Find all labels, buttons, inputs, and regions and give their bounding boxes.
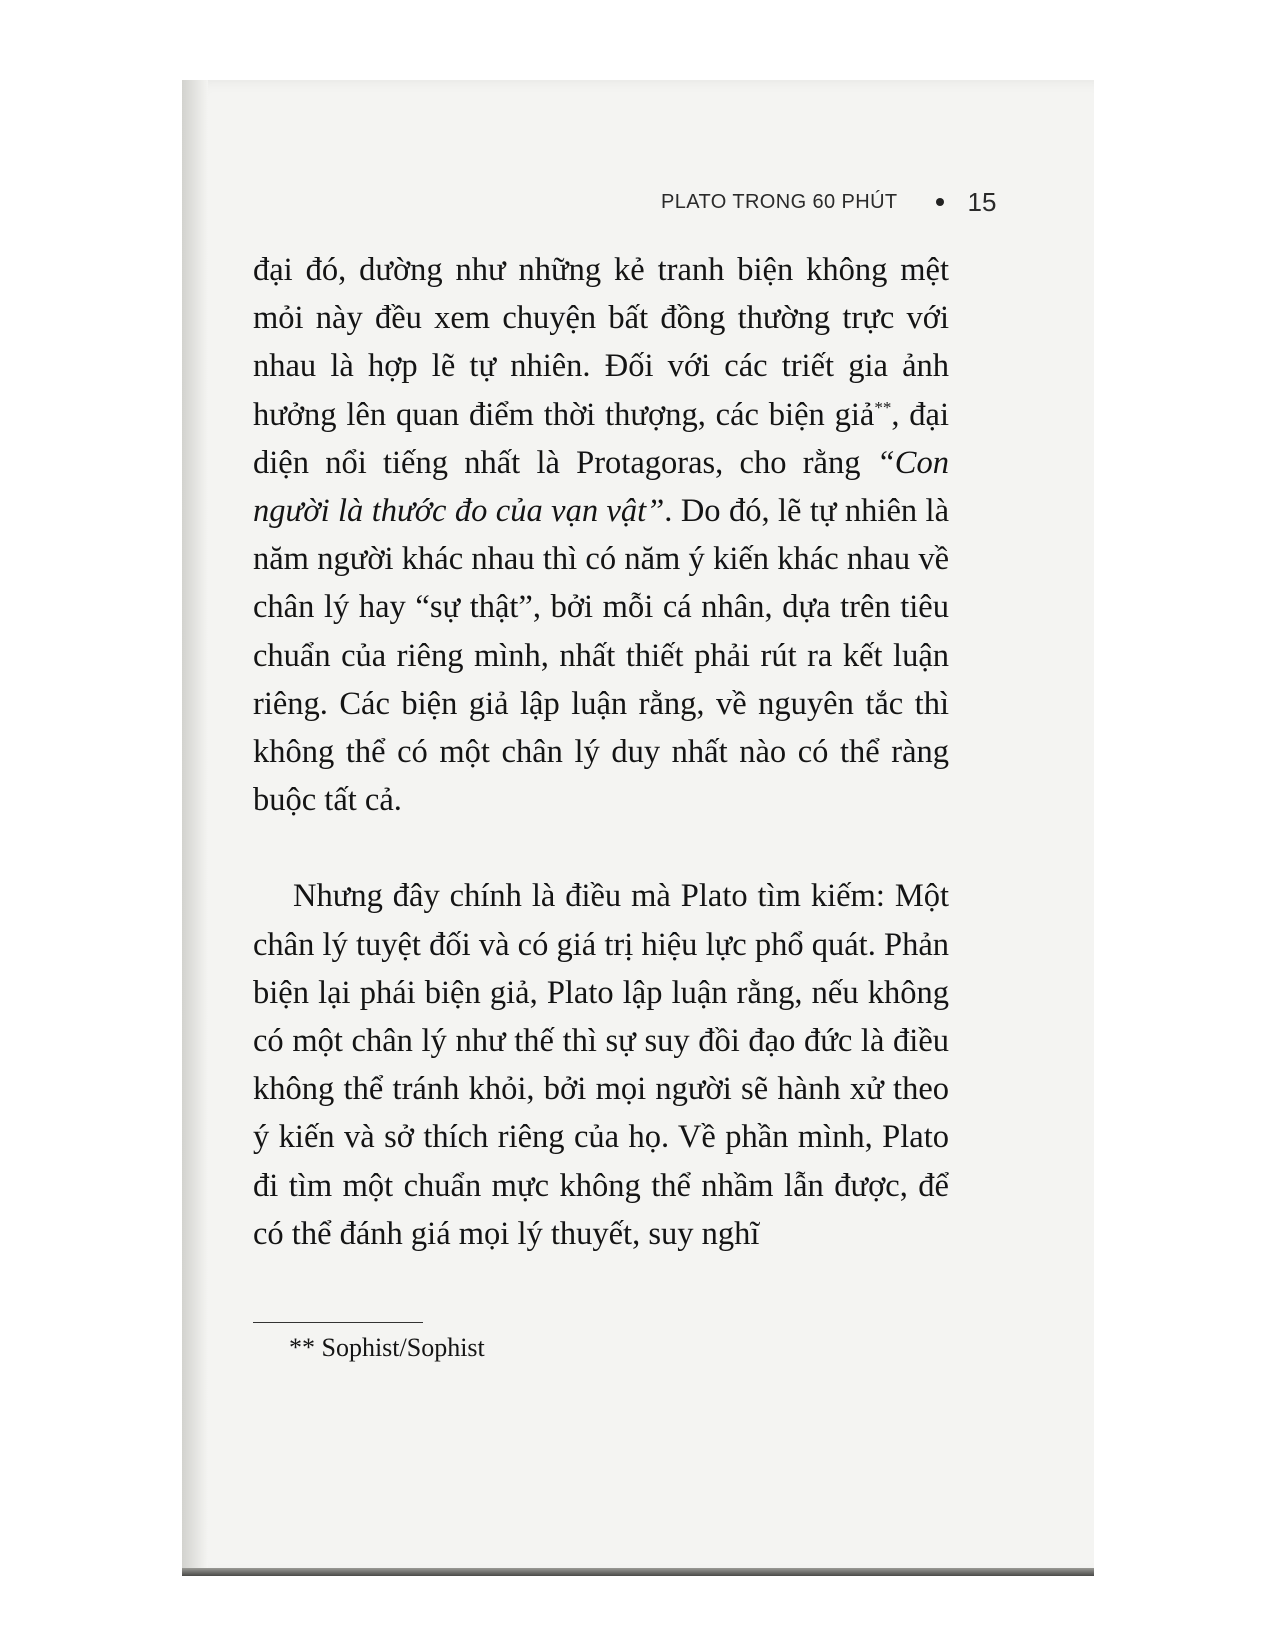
- paragraph-1: [253, 246, 949, 824]
- page-number: 15: [967, 186, 997, 217]
- footnote-reference-mark: **: [874, 397, 892, 417]
- running-head-title: PLATO TRONG 60 PHÚT: [661, 190, 898, 213]
- paragraph-1-text-b: , đại diện nổi tiếng nhất là Protagoras, cho rằng: [253, 396, 949, 481]
- page-gutter-shadow: [182, 80, 208, 1576]
- paragraph-2: Nhưng đây chính là điều mà Plato tìm kiếm: Một chân lý tuyệt đối và có giá trị hiệu lực phổ quát. Phản biện lại phái biện giả, Plato lập luận rằng, nếu không có một chân lý như thế thì sự suy đồi đạo đức là điều không thể tránh khỏi, bởi mọi người sẽ hành xử theo ý kiến và sở thích riêng của họ. Về phần mình, Plato đi tìm một chuẩn mực không thể nhầm lẫn được, để có thể đánh giá mọi lý thuyết, suy nghĩ: [253, 878, 949, 1252]
- bullet-separator-icon: [936, 198, 944, 206]
- paragraph-1-text-c: . Do đó, lẽ tự nhiên là năm người khác nhau thì có năm ý kiến khác nhau về chân lý hay “sự thật”, bởi mỗi cá nhân, dựa trên tiêu chuẩn của riêng mình, nhất thiết phải rút ra kết luận riêng. Các biện giả lập luận rằng, về nguyên tắc thì không thể có một chân lý duy nhất nào có thể ràng buộc tất cả.: [253, 493, 949, 819]
- footnote-divider: [253, 1322, 423, 1323]
- paragraph-1-text-a: đại đó, dường như những kẻ tranh biện không mệt mỏi này đều xem chuyện bất đồng thường trực với nhau là hợp lẽ tự nhiên. Đối với các triết gia ảnh hưởng lên quan điểm thời thượng, các biện giả: [253, 252, 949, 433]
- footnote: ** Sophist/Sophist: [289, 1333, 485, 1362]
- body-text: [253, 246, 949, 1258]
- protagoras-quote: “Con người là thước đo của vạn vật”: [253, 444, 949, 530]
- running-header: [661, 186, 1041, 218]
